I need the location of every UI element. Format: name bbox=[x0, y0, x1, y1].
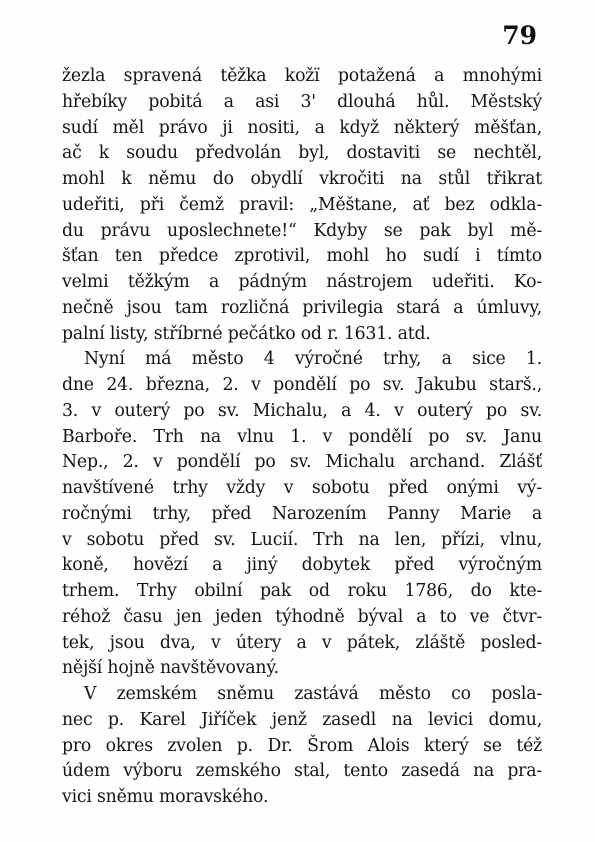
text-line: údem výboru zemského stal, tento zasedá na pra- bbox=[62, 761, 542, 782]
text-line: réhož času jen jeden týhodně býval a to ve čtvr- bbox=[62, 606, 542, 627]
text-line: navštívené trhy vždy v sobotu před onými vý- bbox=[62, 478, 542, 498]
text-line: du právu uposlechnete!“ Kdyby se pak byl mě- bbox=[62, 220, 542, 241]
text-line: 3. v outerý po sv. Michalu, a 4. v outerý po sv. bbox=[62, 400, 542, 421]
text-line: dne 24. března, 2. v pondělí po sv. Jakubu starš., bbox=[62, 375, 542, 395]
text-line: velmi těžkým a pádným nástrojem udeřiti. Ko- bbox=[62, 272, 542, 292]
text-line: mohl k němu do obydlí vkročiti na stůl třikrat bbox=[62, 169, 542, 189]
text-line: ročnými trhy, před Narozením Panny Marie a bbox=[62, 503, 542, 524]
text-line: Nep., 2. v pondělí po sv. Michalu archand. Zlášť bbox=[62, 452, 542, 473]
text-line: koně, hovězí a jiný dobytek před výročným bbox=[62, 555, 542, 576]
text-line: nec p. Karel Jiříček jenž zasedl na levici domu, bbox=[62, 709, 542, 730]
text-line: v sobotu před sv. Lucií. Trh na len, přízi, vlnu, bbox=[62, 529, 542, 550]
text-line: ač k soudu předvolán byl, dostaviti se nechtěl, bbox=[62, 143, 542, 164]
text-line: vici sněmu moravského. bbox=[62, 787, 269, 807]
text-line: trhem. Trhy obilní pak od roku 1786, do kte- bbox=[62, 581, 542, 601]
text-line: šťan ten předce zprotivil, mohl ho sudí i tímto bbox=[62, 246, 542, 267]
text-line: nější hojně navštěvovaný. bbox=[62, 658, 279, 679]
text-line: sudí měl právo ji nositi, a když některý měšťan, bbox=[62, 117, 542, 138]
text-line: hřebíky pobitá a asi 3' dlouhá hůl. Městský bbox=[62, 91, 542, 112]
text-line: V zemském sněmu zastává město co posla- bbox=[84, 684, 542, 704]
text-line: tek, jsou dva, v útery a v pátek, zláště posled- bbox=[62, 632, 542, 653]
body-text bbox=[62, 64, 542, 811]
text-line: udeřiti, při čemž pravil: „Měštane, ať bez odkla- bbox=[62, 194, 542, 215]
text-line: Barboře. Trh na vlnu 1. v pondělí po sv. Janu bbox=[62, 426, 542, 447]
text-line: nečně jsou tam rozličná privilegia stará a úmluvy, bbox=[62, 297, 542, 318]
text-line: žezla spravená těžka kožï potažená a mnohými bbox=[62, 66, 542, 86]
page-number: 79 bbox=[502, 21, 537, 50]
text-line: palní listy, stříbrné pečátko od r. 1631. atd. bbox=[62, 323, 431, 344]
text-line: Nyní má město 4 výročné trhy, a sice 1. bbox=[84, 349, 542, 370]
text-line: pro okres zvolen p. Dr. Šrom Alois který se též bbox=[62, 735, 542, 756]
